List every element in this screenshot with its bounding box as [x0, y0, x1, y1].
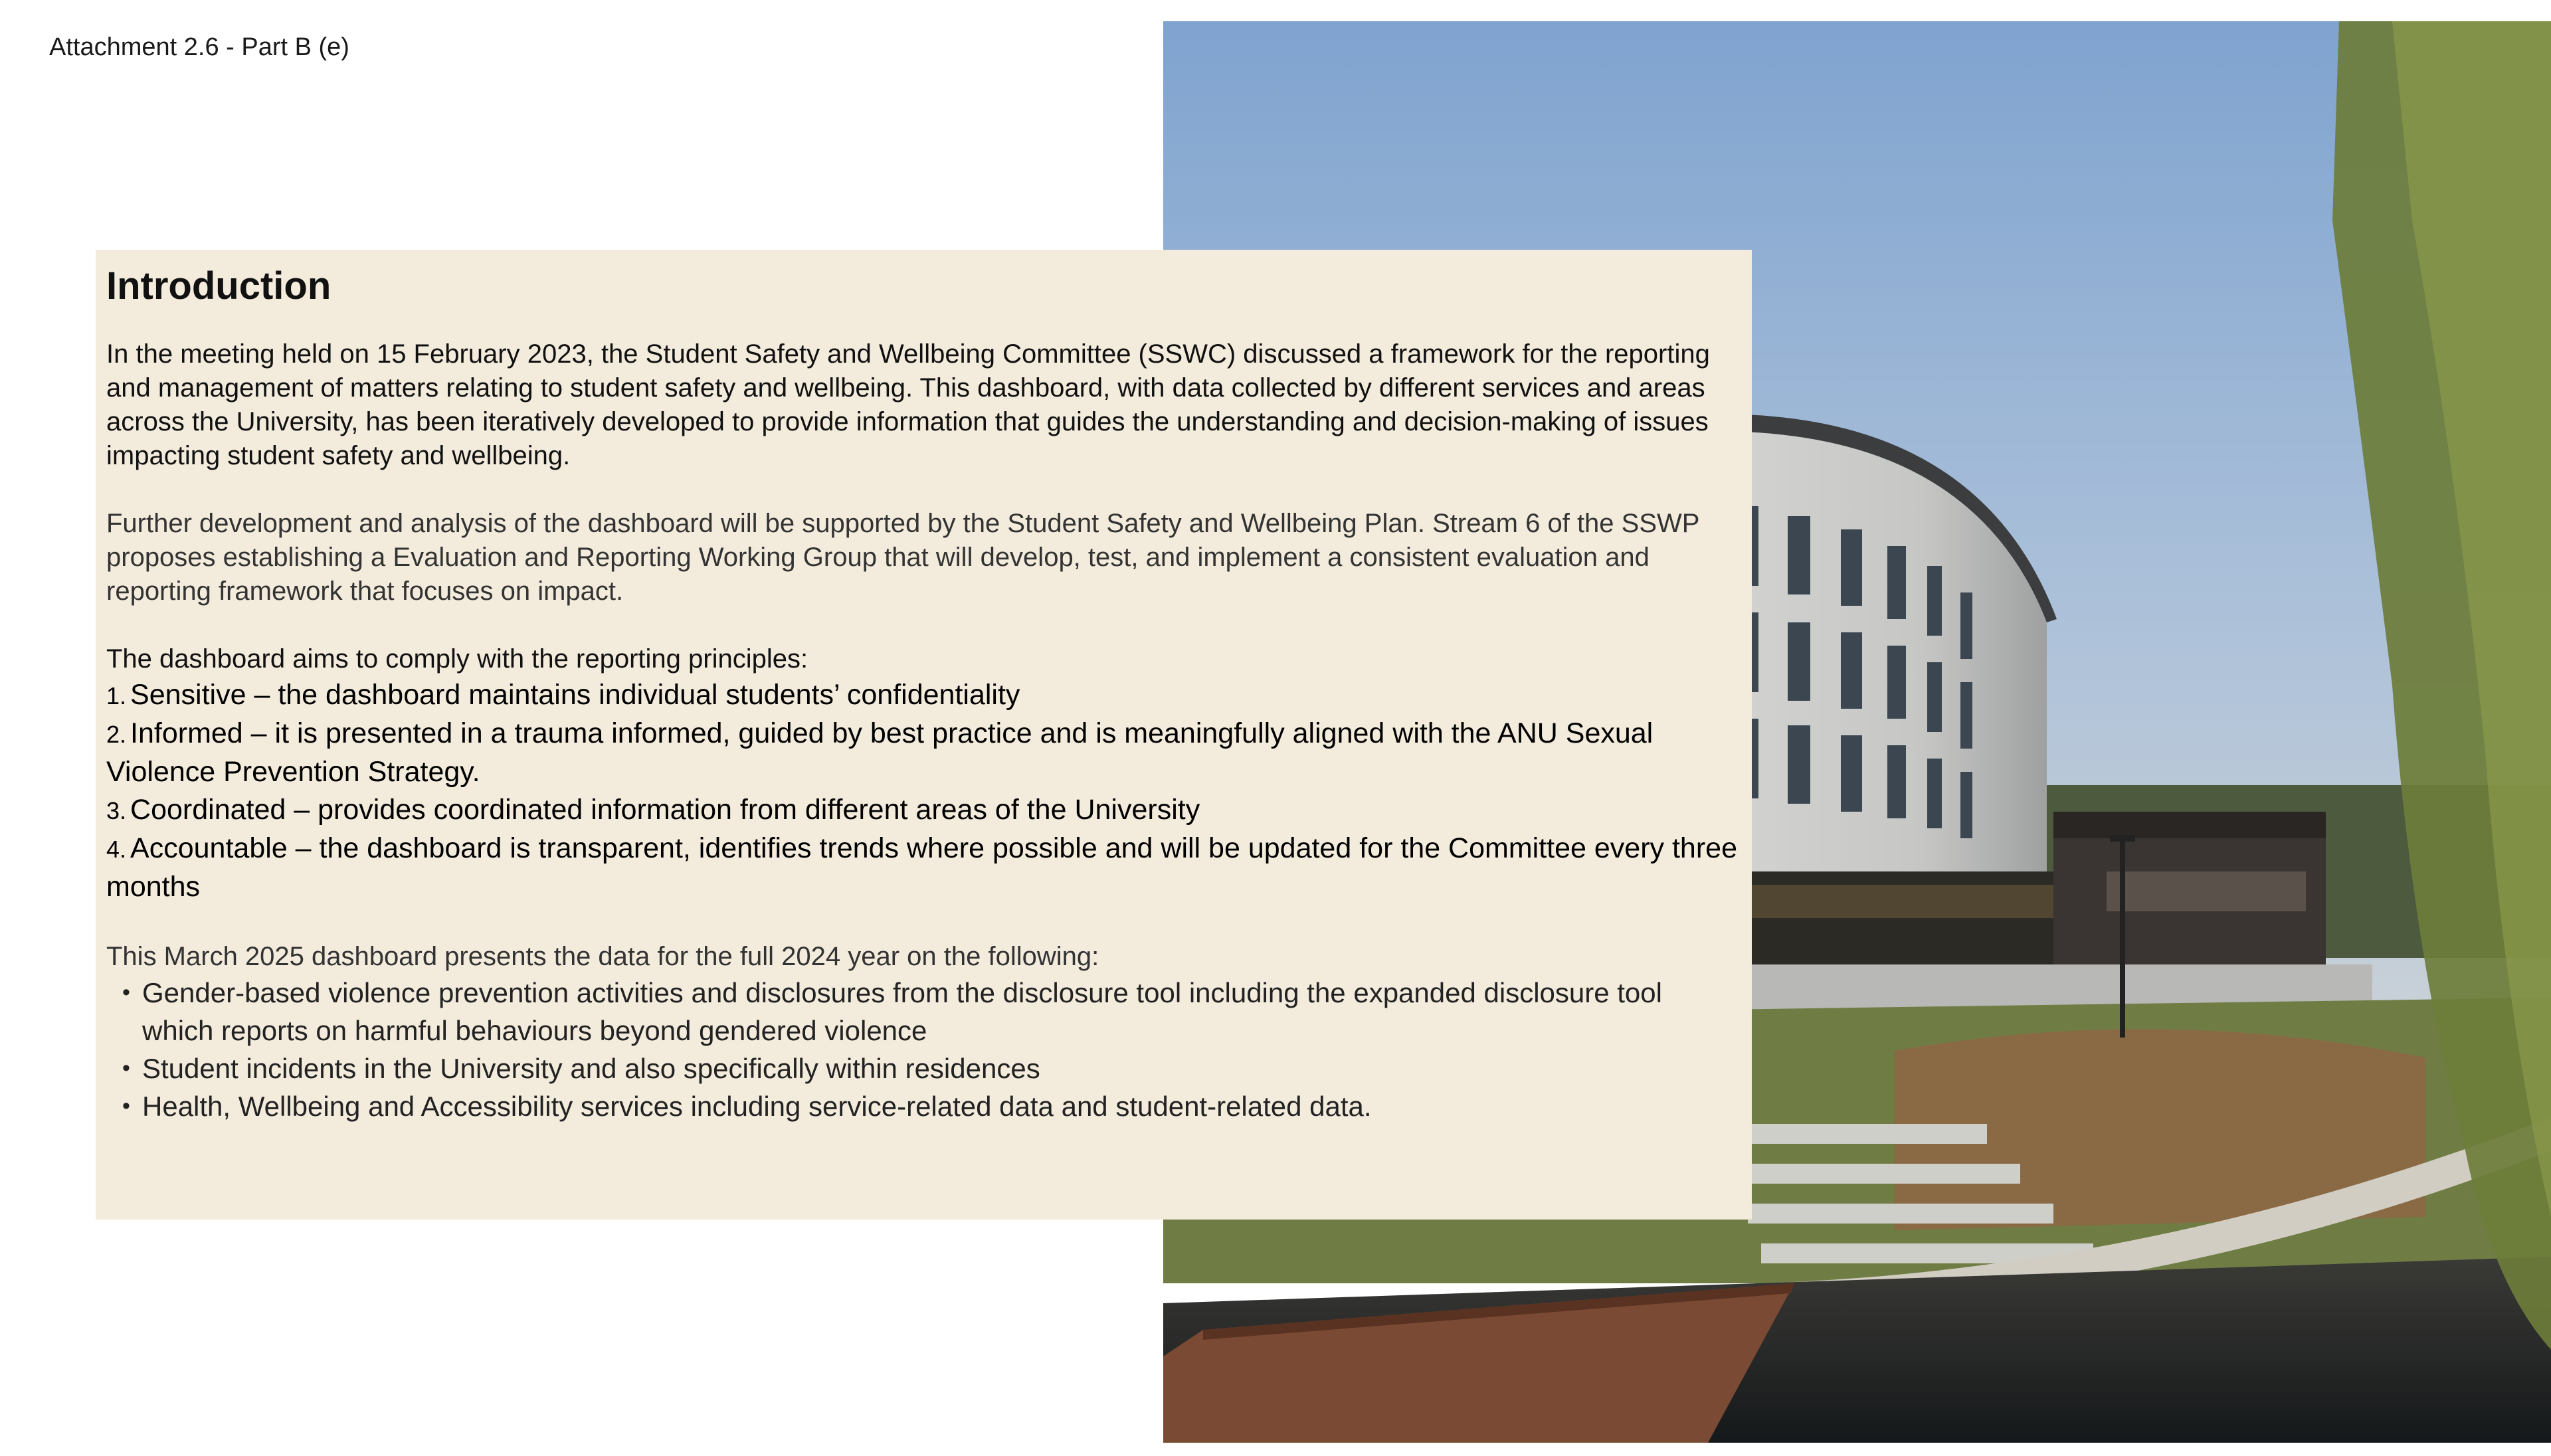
summary-bullet-item	[122, 974, 1741, 1049]
introduction-panel	[96, 250, 1752, 1220]
principles-intro: The dashboard aims to comply with the reporting principles:	[106, 644, 808, 674]
summary-intro: This March 2025 dashboard presents the data for the full 2024 year on the following:	[106, 941, 1099, 971]
principle-number: 2.	[106, 720, 127, 748]
principle-text: Coordinated – provides coordinated information from different areas of the University	[130, 793, 1200, 826]
principles-list	[106, 676, 1741, 906]
intro-title: Introduction	[106, 264, 331, 308]
summary-bullet-item	[122, 1049, 1741, 1087]
principle-text: Accountable – the dashboard is transparent, identifies trends where possible and will be updated for the Committee every three months	[106, 832, 1737, 903]
bullet-icon: •	[122, 979, 130, 1005]
intro-paragraph-1: In the meeting held on 15 February 2023, the Student Safety and Wellbeing Committee (SSWC) discussed a framework for the reporting and management of matters relating to student safety and wellbeing. This dashboard, with data collected by different services and areas across the University, has been iteratively developed to provide information that guides the understanding and decision-making of issues impacting student safety and wellbeing.	[106, 339, 1710, 470]
summary-bullet-text: Gender-based violence prevention activities and disclosures from the disclosure tool including the expanded disclosure tool which reports on harmful behaviours beyond gendered violence	[142, 976, 1662, 1046]
summary-bullet-item	[122, 1087, 1741, 1125]
principle-number: 3.	[106, 796, 127, 824]
principle-text: Sensitive – the dashboard maintains individual students’ confidentiality	[130, 678, 1020, 711]
summary-bullet-text: Health, Wellbeing and Accessibility services including service-related data and student-related data.	[142, 1090, 1372, 1122]
attachment-label: Attachment 2.6 - Part B (e)	[49, 33, 349, 61]
bullet-icon: •	[122, 1055, 130, 1081]
principle-item	[106, 715, 1741, 791]
principle-number: 4.	[106, 835, 127, 863]
intro-paragraph-2: Further development and analysis of the dashboard will be supported by the Student Safety and Wellbeing Plan. Stream 6 of the SSWP proposes establishing a Evaluation and Reporting Working Group that will develop, test, and implement a consistent evaluation and reporting framework that focuses on impact.	[106, 508, 1699, 606]
principle-number: 1.	[106, 682, 127, 709]
principle-text: Informed – it is presented in a trauma informed, guided by best practice and is meaningfully aligned with the ANU Sexual Violence Prevention Strategy.	[106, 717, 1653, 788]
bullet-icon: •	[122, 1093, 130, 1119]
principle-item	[106, 791, 1741, 830]
principle-item	[106, 676, 1741, 715]
principle-item	[106, 830, 1741, 906]
summary-bullet-list	[106, 974, 1741, 1125]
summary-bullet-text: Student incidents in the University and also specifically within residences	[142, 1052, 1040, 1084]
